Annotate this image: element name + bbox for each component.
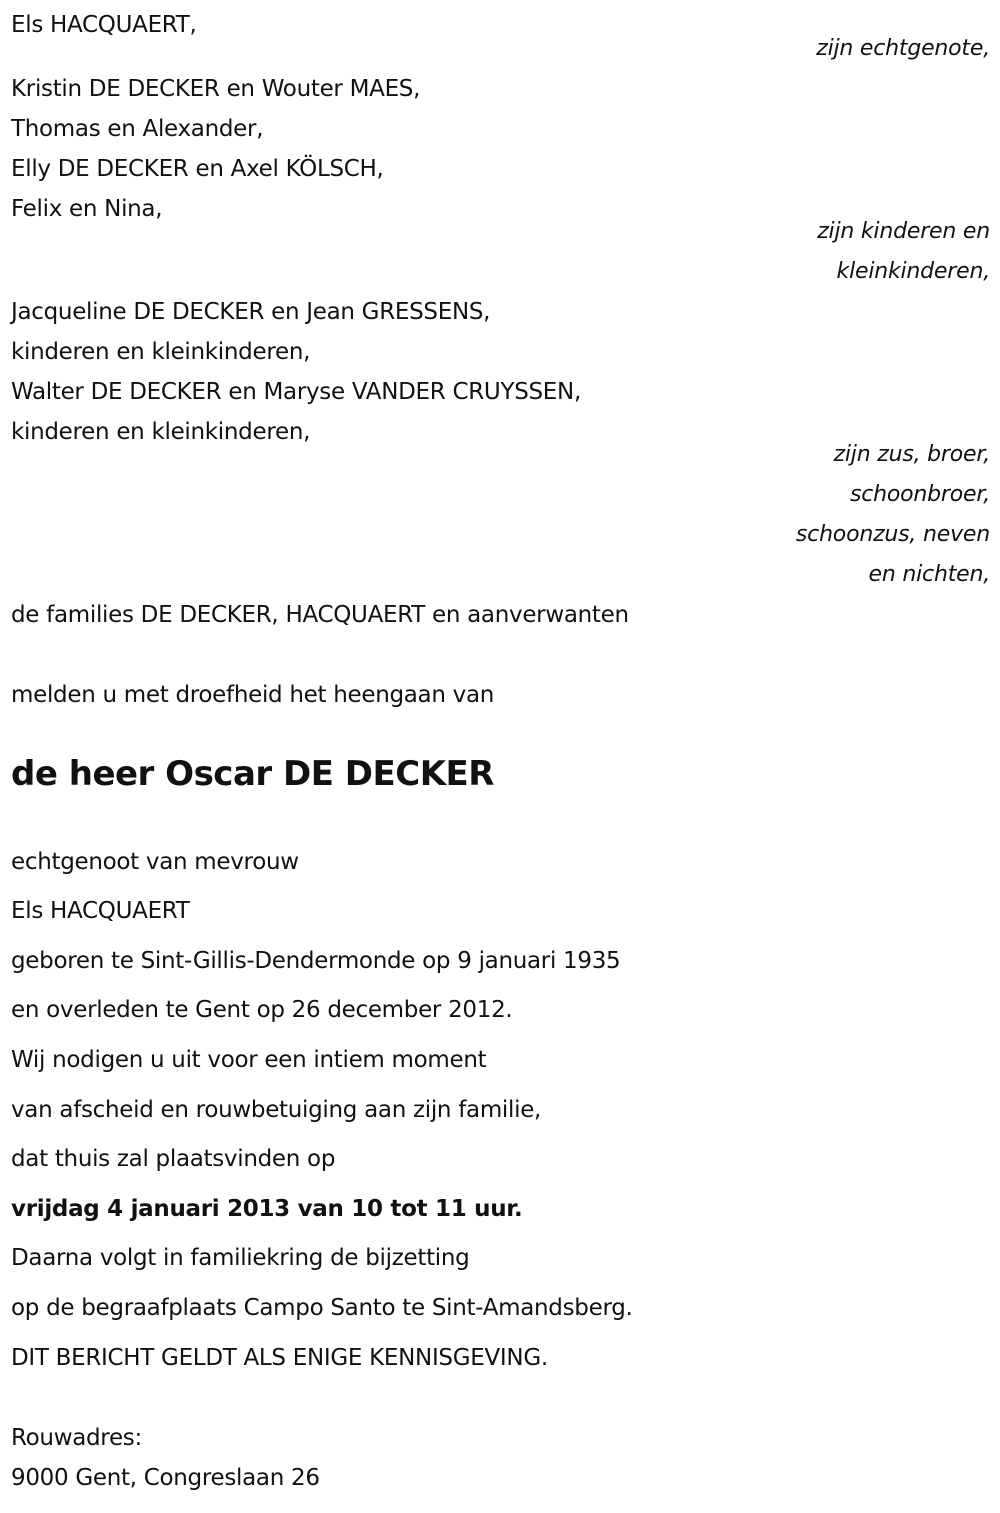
sibling-line: kinderen en kleinkinderen, (11, 419, 311, 445)
detail-line: Els HACQUAERT (11, 898, 190, 924)
address-label: Rouwadres: (11, 1425, 142, 1451)
child-line: Kristin DE DECKER en Wouter MAES, (11, 76, 421, 102)
children-relation: zijn kinderen en (817, 219, 990, 244)
siblings-relation: zijn zus, broer, (833, 442, 990, 467)
detail-line: Wij nodigen u uit voor een intiem moment (11, 1047, 487, 1073)
spouse-relation: zijn echtgenote, (816, 36, 990, 61)
detail-line: dat thuis zal plaatsvinden op (11, 1146, 336, 1172)
sibling-line: Jacqueline DE DECKER en Jean GRESSENS, (11, 299, 491, 325)
siblings-relation: schoonzus, neven (795, 522, 990, 547)
address-value: 9000 Gent, Congreslaan 26 (11, 1465, 320, 1491)
sibling-line: Walter DE DECKER en Maryse VANDER CRUYSSEN, (11, 379, 581, 405)
ceremony-time: vrijdag 4 januari 2013 van 10 tot 11 uur. (11, 1196, 523, 1222)
families-line: de families DE DECKER, HACQUAERT en aanverwanten (11, 602, 629, 628)
after-line: op de begraafplaats Campo Santo te Sint-Amandsberg. (11, 1295, 633, 1321)
detail-line: echtgenoot van mevrouw (11, 849, 299, 875)
child-line: Elly DE DECKER en Axel KÖLSCH, (11, 156, 384, 182)
child-line: Thomas en Alexander, (11, 116, 264, 142)
siblings-relation: schoonbroer, (850, 482, 990, 507)
siblings-relation: en nichten, (868, 562, 990, 587)
sibling-line: kinderen en kleinkinderen, (11, 339, 311, 365)
detail-line: geboren te Sint-Gillis-Dendermonde op 9 januari 1935 (11, 948, 621, 974)
notice-disclaimer: DIT BERICHT GELDT ALS ENIGE KENNISGEVING. (11, 1345, 548, 1371)
after-line: Daarna volgt in familiekring de bijzetting (11, 1245, 470, 1271)
child-line: Felix en Nina, (11, 196, 163, 222)
children-relation: kleinkinderen, (836, 259, 990, 284)
detail-line: van afscheid en rouwbetuiging aan zijn familie, (11, 1097, 542, 1123)
intro-line: melden u met droefheid het heengaan van (11, 682, 495, 708)
spouse-name: Els HACQUAERT, (11, 12, 197, 38)
detail-line: en overleden te Gent op 26 december 2012. (11, 997, 513, 1023)
deceased-name: de heer Oscar DE DECKER (11, 754, 494, 794)
